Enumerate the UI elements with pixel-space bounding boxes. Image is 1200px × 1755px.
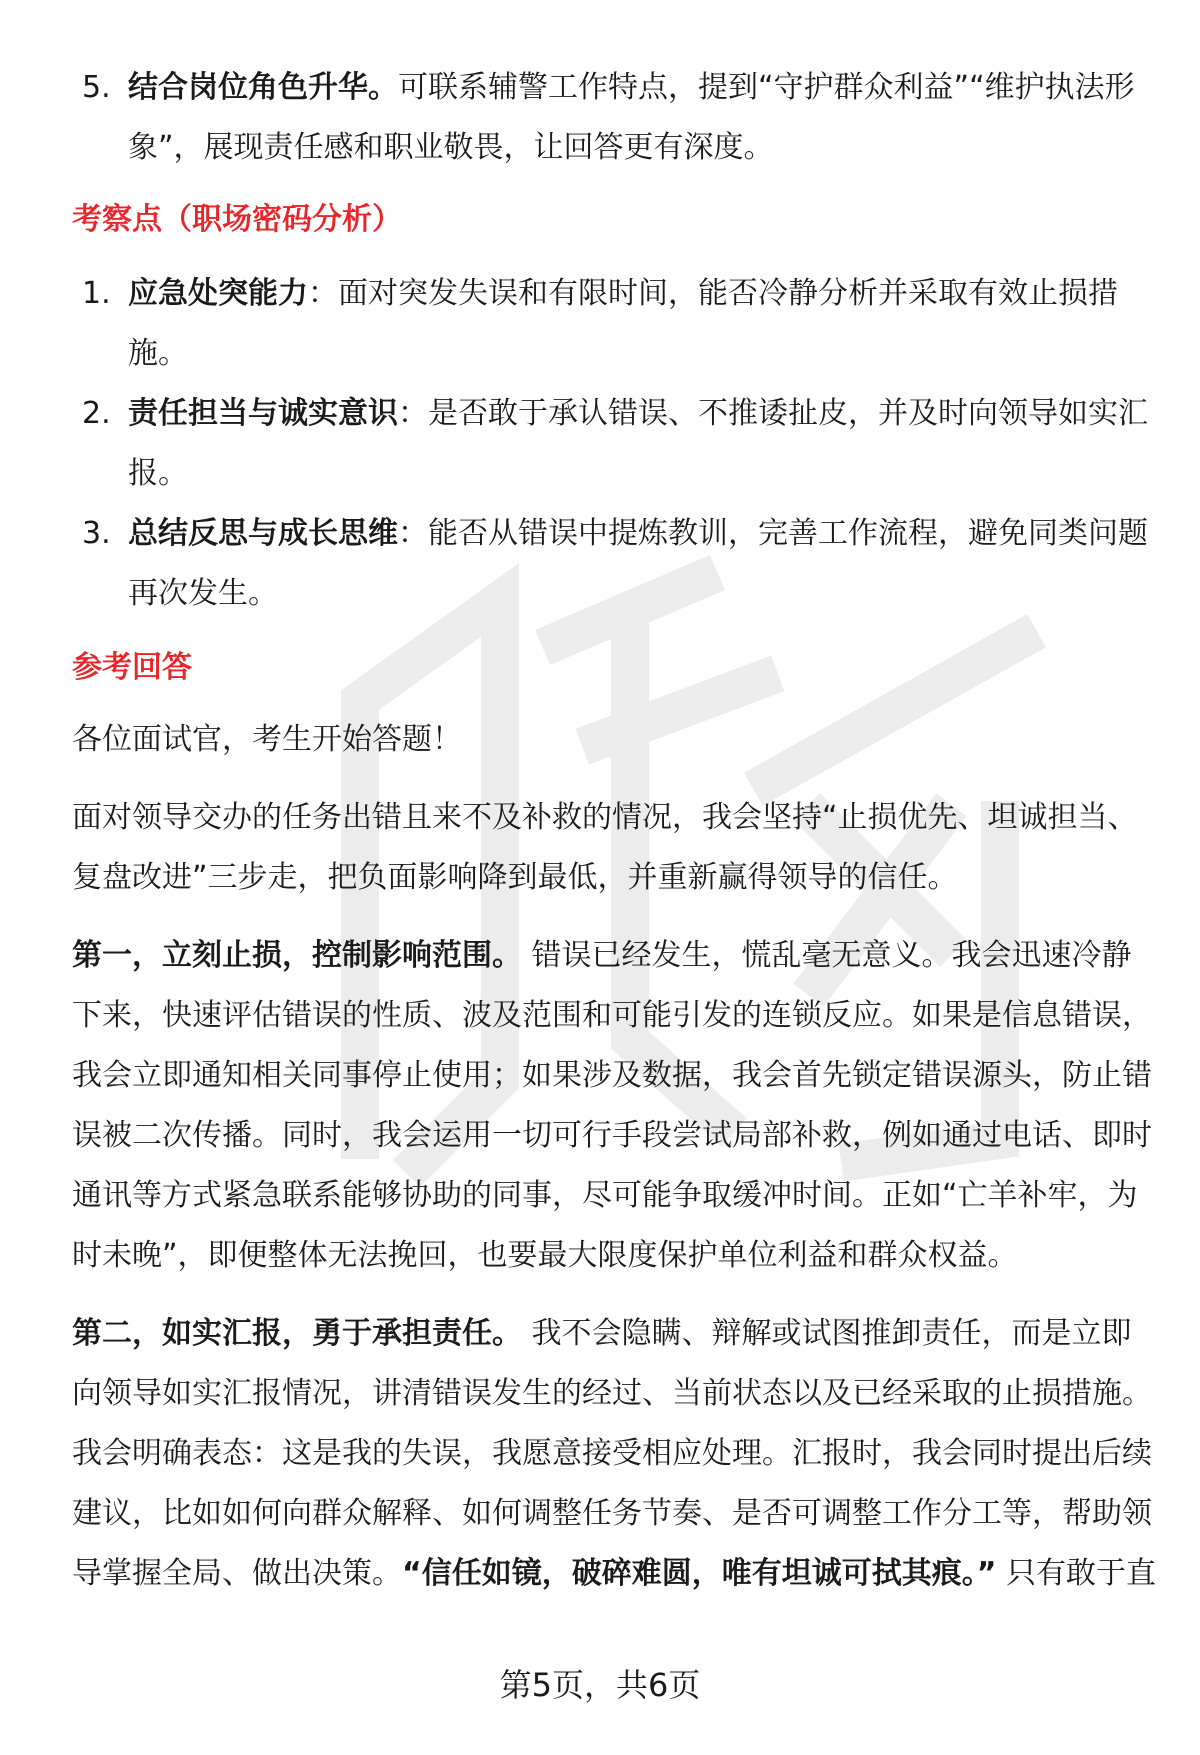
second-point-tail: 只有敢于直 (996, 1556, 1156, 1591)
list-number: 2. (82, 396, 111, 431)
list-item (72, 504, 1157, 624)
exam-points-heading: 考察点（职场密码分析） (72, 202, 402, 237)
reference-answer-heading: 参考回答 (72, 650, 192, 685)
list-item-bold: 责任担当与诚实意识 (128, 396, 398, 431)
page-content (72, 58, 1157, 1604)
list-item-bold: 结合岗位角色升华。 (128, 70, 398, 105)
list-item (72, 264, 1157, 384)
exam-points-list (72, 264, 1157, 624)
intro-paragraph: 面对领导交办的任务出错且来不及补救的情况，我会坚持“止损优先、坦诚担当、复盘改进”三步走，把负面影响降到最低，并重新赢得领导的信任。 (72, 800, 1138, 895)
first-point-title: 第一，立刻止损，控制影响范围。 (72, 938, 522, 973)
second-point-quote: “信任如镜，破碎难圆，唯有坦诚可拭其痕。” (402, 1556, 997, 1591)
second-point-paragraph (72, 1304, 1157, 1604)
list-item-text: ：是否敢于承认错误、不推诿扯皮，并及时向领导如实汇报。 (128, 396, 1148, 491)
list-item-text: ：面对突发失误和有限时间，能否冷静分析并采取有效止损措施。 (128, 276, 1118, 371)
point-list-continued (72, 58, 1157, 178)
list-item-bold: 总结反思与成长思维 (128, 516, 398, 551)
first-point-paragraph (72, 926, 1157, 1286)
greeting: 各位面试官，考生开始答题！ (72, 722, 462, 757)
list-item-text: ：能否从错误中提炼教训，完善工作流程，避免同类问题再次发生。 (128, 516, 1148, 611)
list-item (72, 384, 1157, 504)
page-footer: 第5页，共6页 (499, 1666, 701, 1704)
first-point-text: 错误已经发生，慌乱毫无意义。我会迅速冷静下来，快速评估错误的性质、波及范围和可能引发的连锁反应。如果是信息错误，我会立即通知相关同事停止使用；如果涉及数据，我会首先锁定错误源头，防止错误被二次传播。同时，我会运用一切可行手段尝试局部补救，例如通过电话、即时通讯等方式紧急联系能够协助的同事，尽可能争取缓冲时间。正如“亡羊补牢，为时未晚”，即便整体无法挽回，也要最大限度保护单位利益和群众权益。 (72, 938, 1152, 1273)
list-item-text: 可联系辅警工作特点，提到“守护群众利益”“维护执法形象”，展现责任感和职业敬畏，让回答更有深度。 (128, 70, 1135, 165)
second-point-title: 第二，如实汇报，勇于承担责任。 (72, 1316, 522, 1351)
list-number: 1. (82, 276, 111, 311)
list-number: 5. (82, 70, 111, 105)
second-point-text: 我不会隐瞒、辩解或试图推卸责任，而是立即向领导如实汇报情况，讲清错误发生的经过、当前状态以及已经采取的止损措施。我会明确表态：这是我的失误，我愿意接受相应处理。汇报时，我会同时提出后续建议，比如如何向群众解释、如何调整任务节奏、是否可调整工作分工等，帮助领导掌握全局、做出决策。 (72, 1316, 1152, 1591)
list-item-bold: 应急处突能力 (128, 276, 308, 311)
list-number: 3. (82, 516, 111, 551)
list-item (72, 58, 1157, 178)
